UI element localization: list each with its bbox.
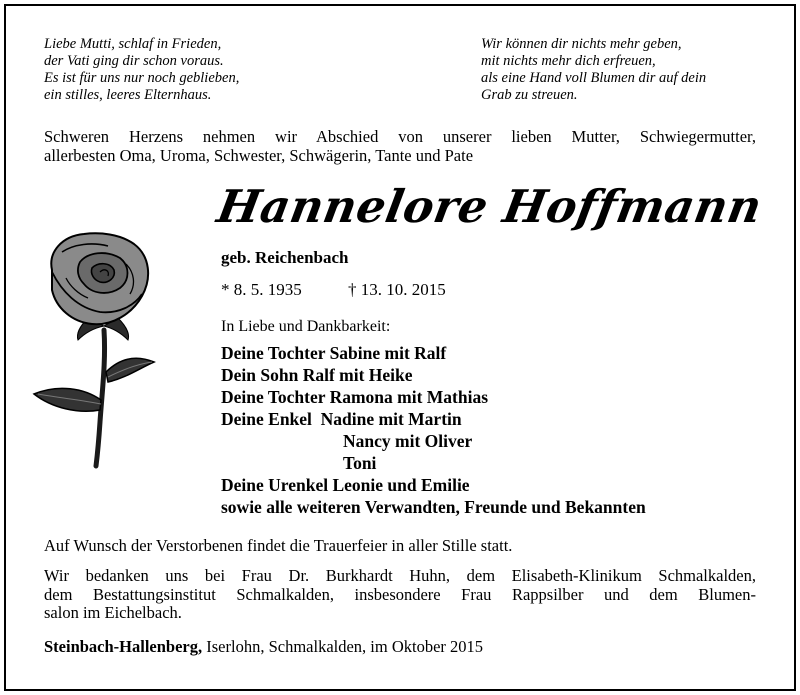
intro-text	[44, 127, 756, 165]
poem-right	[481, 36, 706, 104]
rose-leaf-right	[106, 358, 154, 382]
thanks-lead: In Liebe und Dankbarkeit:	[221, 318, 391, 335]
family-line: Dein Sohn Ralf mit Heike	[221, 365, 413, 385]
poem-left	[44, 36, 239, 104]
gratitude-line: salon im Eichelbach.	[44, 603, 182, 622]
poem-line: als eine Hand voll Blumen dir auf dein	[481, 70, 707, 86]
poem-line: mit nichts mehr dich erfreuen,	[481, 53, 656, 69]
family-line: sowie alle weiteren Verwandten, Freunde und Bekannten	[221, 497, 646, 517]
poem-line: Grab zu streuen.	[481, 87, 578, 103]
intro-line: allerbesten Oma, Uroma, Schwester, Schwägerin, Tante und Pate	[44, 146, 474, 165]
family-line: Nancy mit Oliver	[343, 431, 473, 451]
birth-date: * 8. 5. 1935	[221, 280, 302, 299]
gratitude-line: dem Bestattungsinstitut Schmalkalden, insbesondere Frau Rappsilber und dem Blumen-	[44, 584, 756, 604]
poem-line: ein stilles, leeres Elternhaus.	[44, 87, 212, 103]
death-date: † 13. 10. 2015	[348, 280, 446, 299]
family-line: Deine Tochter Sabine mit Ralf	[221, 343, 447, 363]
places-rest: Iserlohn, Schmalkalden, im Oktober 2015	[206, 637, 484, 656]
deceased-name: Hannelore Hoffmann	[213, 180, 766, 233]
life-dates	[221, 280, 446, 300]
intro-line: Schweren Herzens nehmen wir Abschied von unserer lieben Mutter, Schwiegermutter,	[44, 127, 756, 146]
gratitude-line: Wir bedanken uns bei Frau Dr. Burkhardt Huhn, dem Elisabeth-Klinikum Schmalkalden,	[44, 566, 756, 585]
maiden-name: geb. Reichenbach	[221, 248, 349, 267]
family-line: Deine Urenkel Leonie und Emilie	[221, 475, 470, 495]
place-first: Steinbach-Hallenberg,	[44, 637, 203, 656]
poem-line: Es ist für uns nur noch geblieben,	[44, 70, 240, 86]
poem-line: Wir können dir nichts mehr geben,	[481, 36, 682, 52]
family-line: Deine Enkel Nadine mit Martin	[221, 409, 462, 429]
gratitude-text	[44, 567, 756, 623]
places-line	[44, 638, 756, 657]
rose-icon	[22, 222, 162, 472]
family-line: Deine Tochter Ramona mit Mathias	[221, 387, 489, 407]
family-line: Toni	[343, 453, 377, 473]
rose-leaf-left	[34, 388, 101, 411]
poem-line: der Vati ging dir schon voraus.	[44, 53, 224, 69]
funeral-notice: Auf Wunsch der Verstorbenen findet die Trauerfeier in aller Stille statt.	[44, 536, 513, 555]
poem-line: Liebe Mutti, schlaf in Frieden,	[44, 36, 222, 52]
